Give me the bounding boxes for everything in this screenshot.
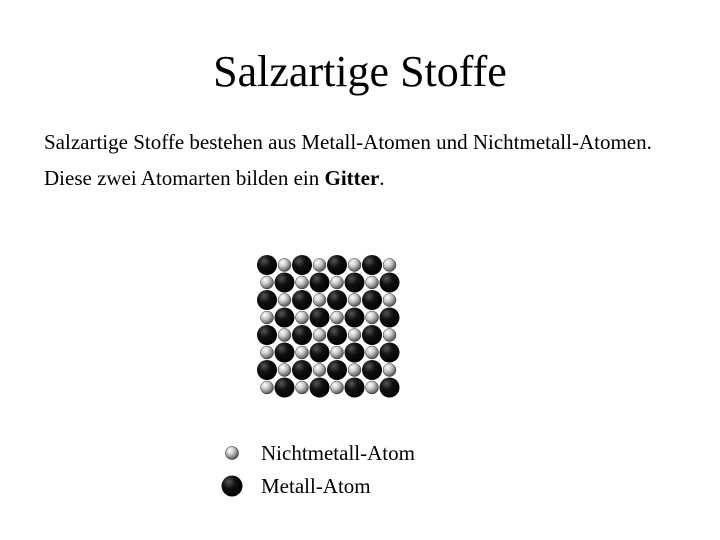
metal-atom — [257, 290, 277, 310]
nonmetal-atom — [261, 346, 274, 359]
metal-atom — [310, 378, 330, 398]
nonmetal-atom — [296, 311, 309, 324]
nonmetal-atom — [261, 381, 274, 394]
legend-item-metal — [218, 471, 518, 501]
metal-atom — [345, 343, 365, 363]
metal-atom — [380, 308, 400, 328]
paragraph-2 — [44, 160, 684, 196]
metal-atom — [345, 308, 365, 328]
nonmetal-atom — [261, 276, 274, 289]
slide-title: Salzartige Stoffe — [213, 47, 507, 96]
nonmetal-atom — [331, 381, 344, 394]
metal-atom — [380, 273, 400, 293]
metal-atom — [327, 255, 347, 275]
nonmetal-atom — [278, 364, 291, 377]
metal-atom — [257, 325, 277, 345]
nonmetal-atom — [383, 329, 396, 342]
metal-atom — [257, 255, 277, 275]
nonmetal-atom — [313, 329, 326, 342]
metal-atom — [327, 360, 347, 380]
nonmetal-atom — [261, 311, 274, 324]
nonmetal-atom — [383, 259, 396, 272]
nonmetal-atom — [366, 381, 379, 394]
nonmetal-atom — [278, 259, 291, 272]
paragraph-1: Salzartige Stoffe bestehen aus Metall-Atomen und Nichtmetall-Atomen. — [44, 130, 652, 154]
metal-atom-icon — [218, 471, 248, 501]
metal-atom — [275, 378, 295, 398]
metal-atom — [275, 343, 295, 363]
metal-atom — [327, 325, 347, 345]
nonmetal-atom — [278, 329, 291, 342]
metal-atom — [275, 308, 295, 328]
metal-atom — [292, 290, 312, 310]
nonmetal-atom — [296, 346, 309, 359]
paragraph-2-end: . — [379, 166, 385, 190]
legend-label-nonmetal: Nichtmetall-Atom — [261, 441, 415, 465]
metal-atom — [362, 360, 382, 380]
legend-item-nonmetal — [218, 438, 518, 468]
nonmetal-atom — [313, 364, 326, 377]
nonmetal-atom — [348, 259, 361, 272]
paragraph-2-text: Diese zwei Atomarten bilden ein — [44, 166, 325, 190]
nonmetal-atom — [383, 364, 396, 377]
metal-atom — [310, 343, 330, 363]
metal-atom — [327, 290, 347, 310]
ionic-lattice-diagram — [257, 250, 432, 400]
lattice-atoms — [257, 255, 400, 398]
metal-atom — [362, 290, 382, 310]
nonmetal-atom — [348, 364, 361, 377]
nonmetal-atom — [331, 311, 344, 324]
nonmetal-atom — [366, 346, 379, 359]
metal-atom — [310, 273, 330, 293]
nonmetal-atom — [278, 294, 291, 307]
legend — [218, 438, 518, 508]
paragraph-2-bold-word: Gitter — [324, 166, 380, 190]
nonmetal-atom — [366, 311, 379, 324]
metal-atom — [257, 360, 277, 380]
metal-atom — [345, 378, 365, 398]
nonmetal-atom — [296, 381, 309, 394]
nonmetal-atom — [383, 294, 396, 307]
metal-atom — [380, 378, 400, 398]
nonmetal-atom-icon — [218, 438, 248, 468]
metal-atom — [310, 308, 330, 328]
metal-atom — [275, 273, 295, 293]
nonmetal-atom — [331, 276, 344, 289]
metal-atom — [345, 273, 365, 293]
legend-label-metal: Metall-Atom — [261, 474, 371, 498]
metal-atom — [380, 343, 400, 363]
nonmetal-atom — [331, 346, 344, 359]
nonmetal-atom — [348, 294, 361, 307]
metal-atom — [362, 255, 382, 275]
metal-atom — [292, 360, 312, 380]
nonmetal-atom — [313, 259, 326, 272]
body-text — [44, 124, 684, 196]
nonmetal-atom — [313, 294, 326, 307]
metal-atom — [292, 255, 312, 275]
metal-atom — [292, 325, 312, 345]
nonmetal-atom — [348, 329, 361, 342]
metal-atom — [362, 325, 382, 345]
nonmetal-atom — [296, 276, 309, 289]
nonmetal-atom — [366, 276, 379, 289]
